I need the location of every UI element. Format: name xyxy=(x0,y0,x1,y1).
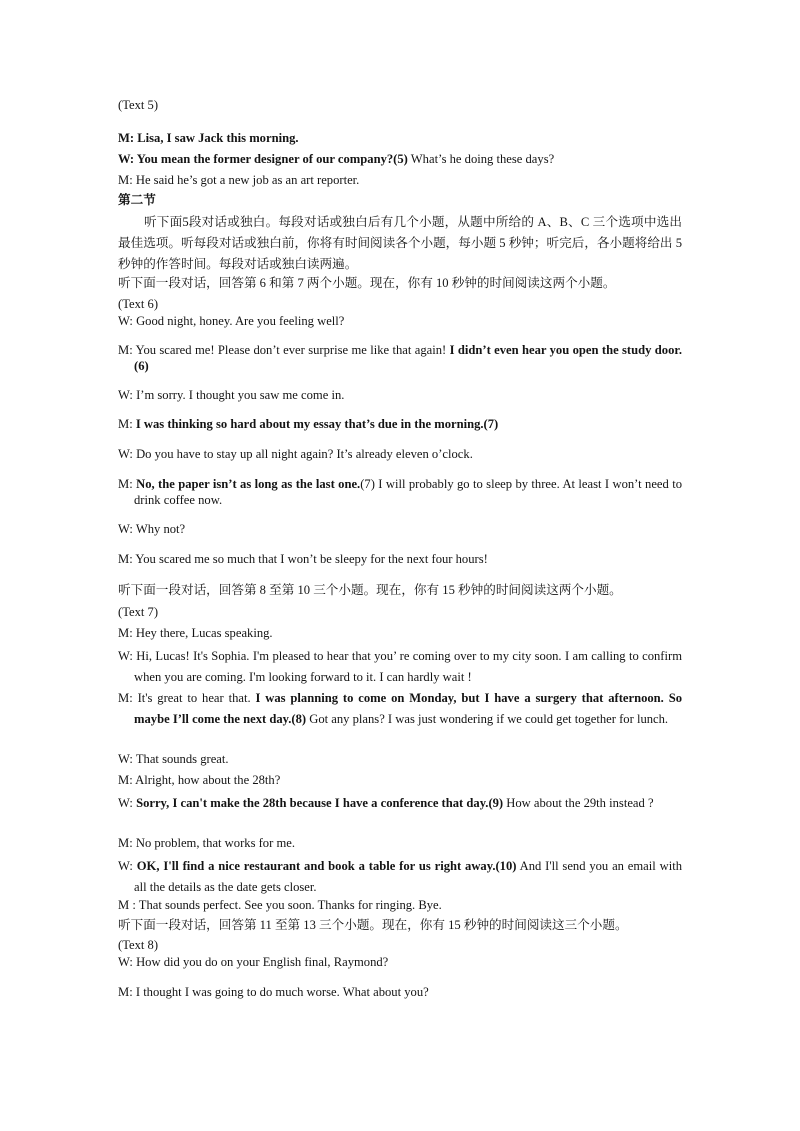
text5-line-3: M: He said he’s got a new job as an art reporter. xyxy=(118,173,360,187)
text8-label: (Text 8) xyxy=(118,938,159,952)
text6-line-2-bold: I didn’t even hear you open the study door.(6) xyxy=(134,343,682,373)
text7-label: (Text 7) xyxy=(118,605,159,619)
text6-line-3: W: I’m sorry. I thought you saw me come in. xyxy=(118,388,345,402)
text6-line-6-bold: No, the paper isn’t as long as the last one. xyxy=(136,477,361,491)
text5-line-2 xyxy=(118,151,682,167)
text7-line-6-a: W: xyxy=(118,796,137,810)
text7-line-8-bold: OK, I'll find a nice restaurant and book a table for us right away.(10) xyxy=(136,859,517,873)
text7-line-6 xyxy=(118,793,682,814)
text6-line-4-a: M: xyxy=(118,417,136,431)
text6-line-6-c: (7) I will probably go to sleep by three. At least I won’t need to drink coffee now. xyxy=(134,477,682,507)
text5-line-1-bold: M: Lisa, I saw Jack this morning. xyxy=(118,131,299,145)
text8-intro: 听下面一段对话，回答第 11 至第 13 三个小题。现在，你有 15 秒钟的时间阅读这三个小题。 xyxy=(118,918,628,932)
text7-line-2: W: Hi, Lucas! It's Sophia. I'm pleased to hear that you’ re coming over to my city soon. I am calling to confirm when you are coming. I'm looking forward to it. I can hardly wait ! xyxy=(118,649,682,684)
text6-line-4-bold: I was thinking so hard about my essay that’s due in the morning.(7) xyxy=(135,417,499,431)
text7-line-5: M: Alright, how about the 28th? xyxy=(118,773,281,787)
text7-line-8-c: And I'll send you an email with all the details as the date gets closer. xyxy=(134,859,682,894)
text7-line-4: W: That sounds great. xyxy=(118,752,229,766)
text8-line-2: M: I thought I was going to do much worse. What about you? xyxy=(118,985,429,999)
text6-intro: 听下面一段对话，回答第 6 和第 7 两个小题。现在，你有 10 秒钟的时间阅读这两个小题。 xyxy=(118,276,616,290)
text5-line-1 xyxy=(118,130,682,146)
text6-line-2 xyxy=(118,342,682,374)
text7-line-8 xyxy=(118,856,682,898)
section2-title-text: 第二节 xyxy=(118,193,156,207)
text7-line-3-c: Got any plans? I was just wondering if we could get together for lunch. xyxy=(306,712,669,726)
text6-line-1: W: Good night, honey. Are you feeling well? xyxy=(118,314,345,328)
text7-line-3 xyxy=(118,688,682,730)
text7-line-6-bold: Sorry, I can't make the 28th because I have a conference that day.(9) xyxy=(136,796,504,810)
text7-line-3-bold: I was planning to come on Monday, but I have a surgery that afternoon. So maybe I’ll come the next day.(8) xyxy=(134,691,682,726)
text6-line-2-a: M: You scared me! Please don’t ever surprise me like that again! xyxy=(118,343,450,357)
text7-intro: 听下面一段对话，回答第 8 至第 10 三个小题。现在，你有 15 秒钟的时间阅读这两个小题。 xyxy=(118,583,622,597)
text6-line-4 xyxy=(118,416,682,432)
text5-line-2-bold: W: You mean the former designer of our company?(5) xyxy=(118,152,408,166)
text6-line-6 xyxy=(118,476,682,508)
text6-label: (Text 6) xyxy=(118,297,159,311)
text5-label: (Text 5) xyxy=(118,98,159,112)
text5-line-2-rest: What’s he doing these days? xyxy=(407,152,555,166)
text7-line-6-c: How about the 29th instead ? xyxy=(503,796,654,810)
text6-line-8: M: You scared me so much that I won’t be sleepy for the next four hours! xyxy=(118,552,488,566)
text6-line-7: W: Why not? xyxy=(118,522,186,536)
text6-line-5: W: Do you have to stay up all night again? It’s already eleven o’clock. xyxy=(118,447,473,461)
text7-line-9: M : That sounds perfect. See you soon. Thanks for ringing. Bye. xyxy=(118,898,442,912)
text7-line-3-a: M: It's great to hear that. xyxy=(118,691,256,705)
section2-title xyxy=(118,192,682,208)
text8-line-1: W: How did you do on your English final, Raymond? xyxy=(118,955,389,969)
text7-line-7: M: No problem, that works for me. xyxy=(118,836,295,850)
text7-line-1: M: Hey there, Lucas speaking. xyxy=(118,626,273,640)
section2-instructions: 听下面5段对话或独白。每段对话或独白后有几个小题，从题中所给的 A、B、C 三个选项中选出最佳选项。听每段对话或独白前，你将有时间阅读各个小题，每小题 5 秒钟；听完后，各小题将给出 5 秒钟的作答时间。每段对话或独白读两遍。 xyxy=(118,215,682,271)
text6-line-6-a: M: xyxy=(118,477,137,491)
text7-line-8-a: W: xyxy=(118,859,137,873)
